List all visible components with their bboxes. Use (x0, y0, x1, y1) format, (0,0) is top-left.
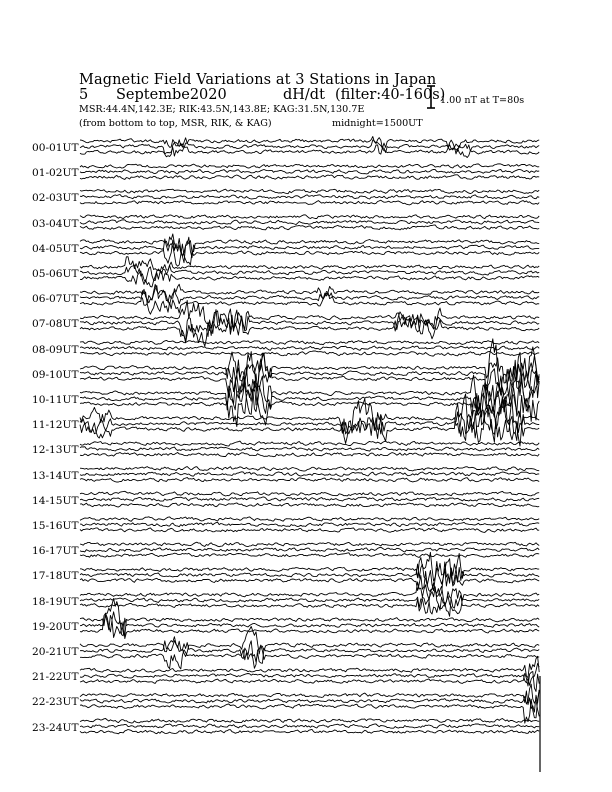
trace-16-17UT-MSR (80, 553, 539, 558)
hour-label-14-15UT: 14-15UT (32, 494, 79, 507)
hour-label-23-24UT: 23-24UT (32, 721, 79, 734)
hour-label-15-16UT: 15-16UT (32, 520, 79, 532)
hour-label-20-21UT: 20-21UT (32, 646, 79, 658)
hour-label-01-02UT: 01-02UT (32, 167, 79, 180)
hour-label-04-05UT: 04-05UT (32, 242, 79, 255)
trace-02-03UT-RIK (80, 195, 539, 200)
station-order-note: (from bottom to top, MSR, RIK, & KAG) (79, 118, 272, 129)
trace-22-23UT-RIK (80, 684, 539, 716)
trace-12-13UT-MSR (80, 453, 539, 457)
hour-label-10-11UT: 10-11UT (32, 394, 79, 406)
trace-17-18UT-RIK (80, 559, 539, 591)
chart-title: Magnetic Field Variations at 3 Stations in Japan (79, 72, 437, 88)
hour-label-11-12UT: 11-12UT (32, 419, 79, 432)
trace-03-04UT-KAG (80, 215, 539, 219)
trace-13-14UT-MSR (80, 478, 539, 483)
trace-16-17UT-KAG (80, 542, 539, 547)
trace-20-21UT-MSR (80, 645, 539, 669)
trace-12-13UT-RIK (80, 447, 539, 451)
trace-07-08UT-KAG (80, 301, 539, 334)
trace-23-24UT-MSR (80, 729, 539, 733)
trace-08-09UT-KAG (80, 340, 539, 344)
trace-19-20UT-MSR (80, 613, 539, 638)
hour-label-09-10UT: 09-10UT (32, 368, 79, 381)
station-coordinates: MSR:44.4N,142.3E; RIK:43.5N,143.8E; KAG:31.5N,130.7E (79, 104, 365, 115)
hour-label-06-07UT: 06-07UT (32, 293, 79, 306)
trace-16-17UT-RIK (80, 547, 539, 552)
hour-label-21-22UT: 21-22UT (32, 671, 79, 684)
trace-13-14UT-KAG (80, 467, 539, 472)
midnight-note: midnight=1500UT (332, 118, 423, 129)
hour-label-05-06UT: 05-06UT (32, 268, 79, 280)
quantity-label: dH/dt (283, 87, 325, 103)
trace-15-16UT-RIK (80, 522, 539, 526)
hour-label-03-04UT: 03-04UT (32, 217, 79, 230)
trace-01-02UT-KAG (80, 164, 539, 168)
trace-17-18UT-MSR (80, 569, 539, 597)
trace-14-15UT-MSR (80, 503, 539, 507)
hour-label-19-20UT: 19-20UT (32, 620, 79, 633)
trace-10-11UT-KAG (80, 372, 539, 418)
hour-label-12-13UT: 12-13UT (32, 444, 79, 457)
trace-18-19UT-RIK (80, 583, 539, 614)
hour-label-00-01UT: 00-01UT (32, 142, 79, 154)
trace-23-24UT-RIK (80, 724, 539, 728)
trace-02-03UT-MSR (80, 200, 539, 205)
hour-label-18-19UT: 18-19UT (32, 595, 79, 608)
trace-14-15UT-RIK (80, 497, 539, 502)
trace-06-07UT-KAG (80, 284, 539, 303)
hour-label-08-09UT: 08-09UT (32, 343, 79, 356)
trace-11-12UT-KAG (80, 394, 539, 441)
date-month-year: Septembe2020 (116, 87, 227, 103)
trace-14-15UT-KAG (80, 491, 539, 496)
trace-02-03UT-KAG (80, 189, 539, 194)
hour-label-22-23UT: 22-23UT (32, 696, 79, 709)
trace-01-02UT-RIK (80, 169, 539, 174)
hour-label-16-17UT: 16-17UT (32, 545, 79, 558)
trace-08-09UT-MSR (80, 351, 539, 356)
trace-23-24UT-KAG (80, 719, 539, 724)
trace-01-02UT-MSR (80, 175, 539, 180)
trace-15-16UT-KAG (80, 517, 539, 522)
trace-13-14UT-RIK (80, 472, 539, 477)
trace-03-04UT-RIK (80, 220, 539, 225)
trace-08-09UT-RIK (80, 346, 539, 350)
trace-19-20UT-RIK (80, 612, 539, 636)
hour-label-13-14UT: 13-14UT (32, 469, 79, 482)
date-day: 5 (79, 87, 89, 103)
trace-12-13UT-KAG (80, 441, 539, 446)
trace-15-16UT-MSR (80, 528, 539, 533)
trace-05-06UT-KAG (80, 257, 539, 274)
hour-label-17-18UT: 17-18UT (32, 570, 79, 583)
hour-label-07-08UT: 07-08UT (32, 318, 79, 331)
filter-label: (filter:40-160s) (335, 87, 446, 103)
scale-bar-label: 1.00 nT at T=80s (440, 95, 525, 106)
hour-label-02-03UT: 02-03UT (32, 192, 79, 205)
trace-03-04UT-MSR (80, 225, 539, 230)
